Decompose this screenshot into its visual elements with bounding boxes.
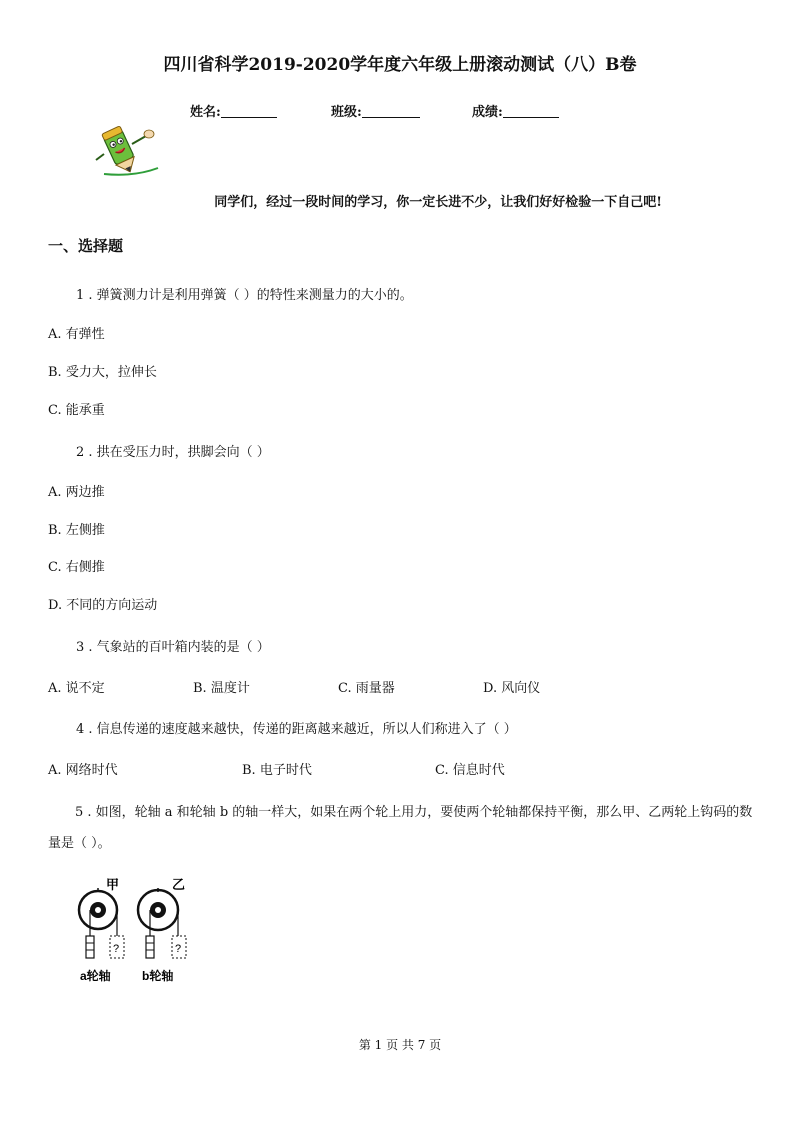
question-1-option-b[interactable]: B. 受力大，拉伸长 (48, 365, 157, 380)
class-field (331, 101, 420, 120)
question-2-option-a[interactable]: A. 两边推 (48, 485, 105, 500)
question-2-stem: 2 . 拱在受压力时，拱脚会向（ ） (76, 445, 270, 460)
class-blank[interactable] (362, 104, 420, 118)
question-5-stem: 5 . 如图，轮轴 a 和轮轴 b 的轴一样大，如果在两个轮上用力，要使两个轮轴都保持平衡，那么甲、乙两轮上钩码的数量是（ ）。 (48, 805, 753, 851)
question-1-option-c[interactable]: C. 能承重 (48, 403, 105, 418)
score-blank[interactable] (503, 104, 559, 118)
question-2-option-c[interactable]: C. 右侧推 (48, 560, 105, 575)
question-1-option-a[interactable]: A. 有弹性 (48, 327, 105, 342)
greeting-text: 同学们，经过一段时间的学习，你一定长进不少，让我们好好检验一下自己吧! (214, 195, 662, 210)
question-4-option-c[interactable]: C. 信息时代 (435, 763, 505, 778)
name-field (190, 101, 277, 120)
question-4-stem: 4 . 信息传递的速度越来越快，传递的距离越来越近，所以人们称进入了（ ） (76, 722, 517, 737)
page-title: 四川省科学2019-2020学年度六年级上册滚动测试（八）B卷 (163, 55, 637, 75)
name-blank[interactable] (221, 104, 277, 118)
question-2-option-d[interactable]: D. 不同的方向运动 (48, 598, 158, 613)
wheel-a (79, 888, 124, 958)
question-3-option-a[interactable]: A. 说不定 (48, 681, 105, 696)
wheel-b (138, 888, 186, 958)
section-title: 一、选择题 (48, 237, 124, 255)
name-label: 姓名: (190, 105, 221, 120)
figure-label-yi: 乙 (172, 877, 186, 892)
wheel-axle-figure (76, 870, 196, 988)
question-3-option-b[interactable]: B. 温度计 (193, 681, 250, 696)
question-3-stem: 3 . 气象站的百叶箱内装的是（ ） (76, 640, 270, 655)
question-4-option-a[interactable]: A. 网络时代 (48, 763, 118, 778)
page-footer: 第 1 页 共 7 页 (358, 1038, 442, 1052)
question-3-option-d[interactable]: D. 风向仪 (483, 681, 541, 696)
score-label: 成绩: (472, 105, 503, 120)
pencil-mascot-icon (94, 124, 160, 178)
figure-label-jia: 甲 (106, 877, 120, 892)
question-4-option-b[interactable]: B. 电子时代 (242, 763, 312, 778)
figure-caption-a: a轮轴 (80, 969, 111, 983)
question-3-option-c[interactable]: C. 雨量器 (338, 681, 395, 696)
question-mark: ? (113, 943, 120, 955)
question-1-stem: 1 . 弹簧测力计是利用弹簧（ ）的特性来测量力的大小的。 (76, 288, 413, 303)
question-2-option-b[interactable]: B. 左侧推 (48, 523, 105, 538)
class-label: 班级: (331, 105, 362, 120)
question-mark: ? (175, 943, 182, 955)
score-field (472, 101, 559, 120)
figure-caption-b: b轮轴 (142, 969, 174, 983)
